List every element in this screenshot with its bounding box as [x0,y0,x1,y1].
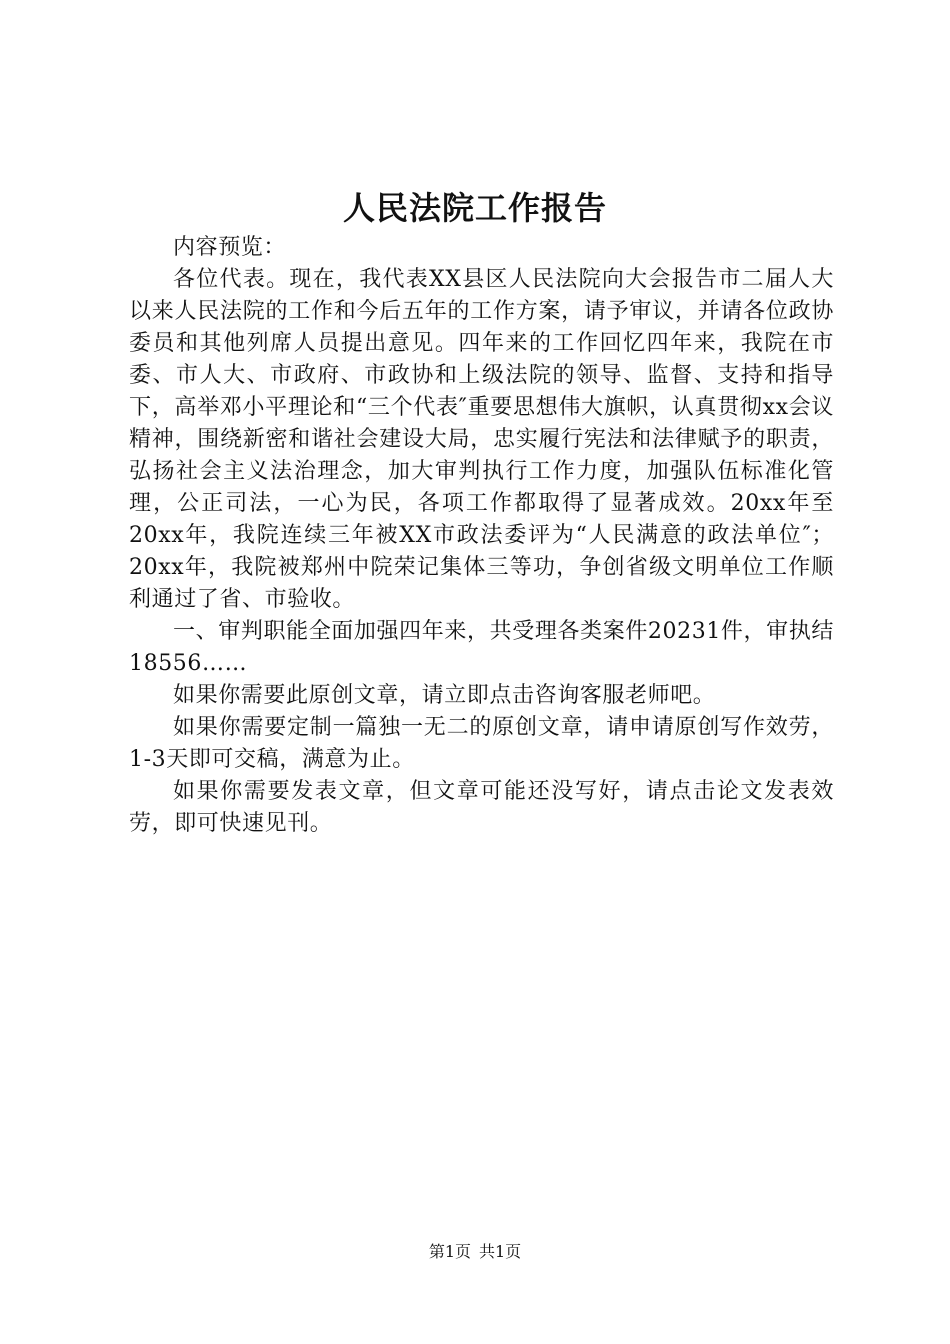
page-total: 共1页 [479,1242,522,1261]
page-footer [0,1241,950,1263]
body-paragraph: 如果你需要定制一篇独一无二的原创文章，请申请原创写作效劳，1-3天即可交稿，满意为止。 [129,715,834,772]
document-body [129,232,834,840]
body-paragraph: 各位代表。现在，我代表XX县区人民法院向大会报告市二届人大以来人民法院的工作和今后五年的工作方案，请予审议，并请各位政协委员和其他列席人员提出意见。四年来的工作回忆四年来，我院在市委、市人大、市政府、市政协和上级法院的领导、监督、支持和指导下，高举邓小平理论和“三个代表″重要思想伟大旗帜，认真贯彻xx会议精神，围绕新密和谐社会建设大局，忠实履行宪法和法律赋予的职责，弘扬社会主义法治理念，加大审判执行工作力度，加强队伍标准化管理，公正司法，一心为民，各项工作都取得了显著成效。20xx年至20xx年，我院连续三年被XX市政法委评为“人民满意的政法单位″；20xx年，我院被郑州中院荣记集体三等功，争创省级文明单位工作顺利通过了省、市验收。 [129,267,834,612]
preview-label: 内容预览： [173,235,287,260]
body-paragraph: 如果你需要发表文章，但文章可能还没写好，请点击论文发表效劳，即可快速见刊。 [129,779,834,836]
body-paragraph: 如果你需要此原创文章，请立即点击咨询客服老师吧。 [173,683,716,708]
document-title: 人民法院工作报告 [342,189,607,227]
body-paragraph: 一、审判职能全面加强四年来，共受理各类案件20231件，审执结18556…… [129,619,834,676]
page-number: 第1页 [428,1242,471,1261]
